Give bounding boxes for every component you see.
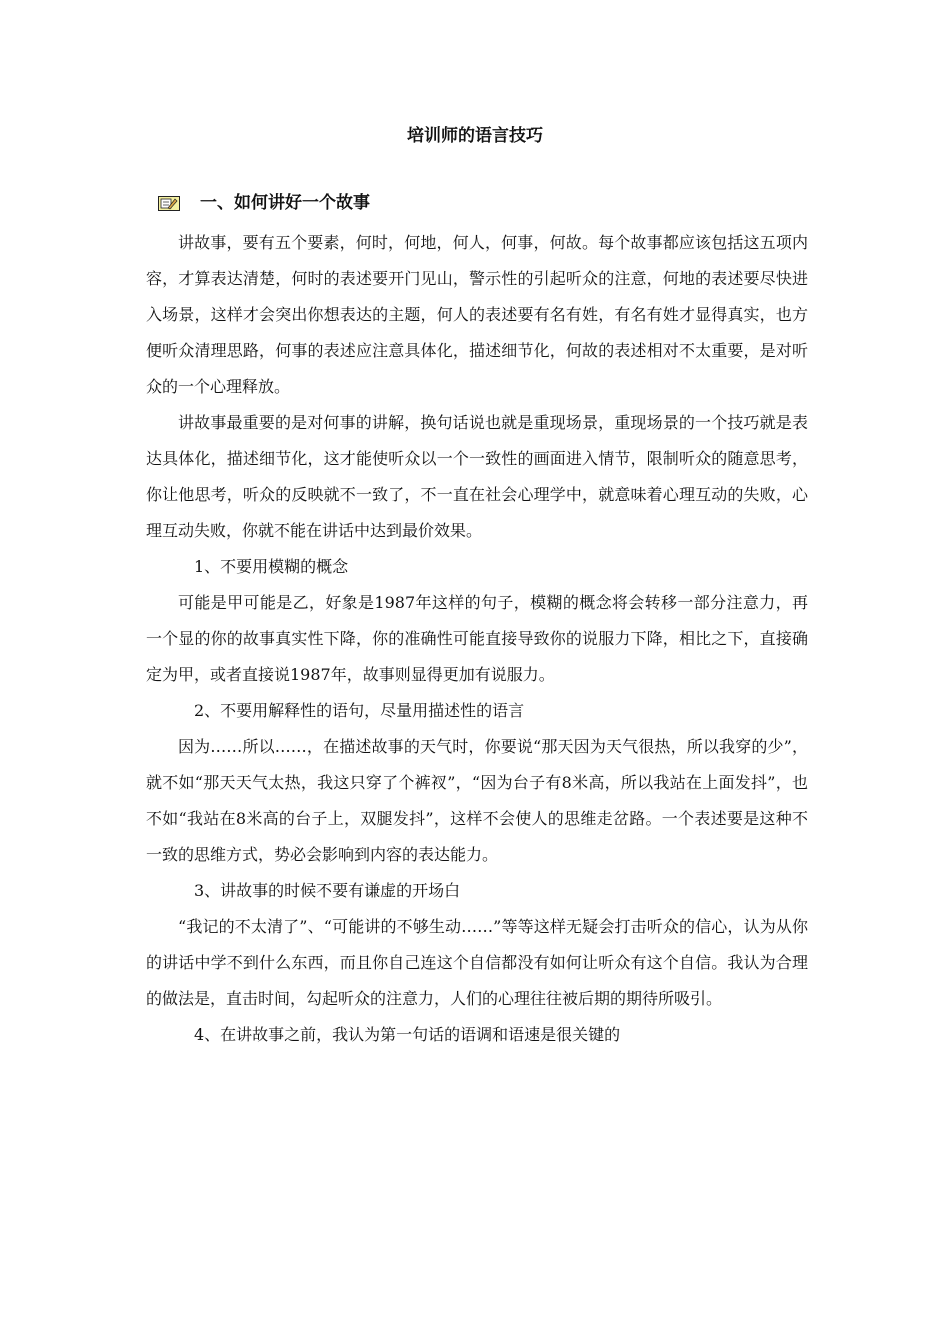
paragraph: 讲故事最重要的是对何事的讲解，换句话说也就是重现场景，重现场景的一个技巧就是表达具体化，描述细节化，这才能使听众以一个一致性的画面进入情节，限制听众的随意思考，你让他思考，听众的反映就不一致了，不一直在社会心理学中，就意味着心理互动的失败，心理互动失败，你就不能在讲话中达到最价效果。	[146, 413, 808, 540]
document-body	[146, 225, 808, 1053]
paragraph: 可能是甲可能是乙，好象是1987年这样的句子，模糊的概念将会转移一部分注意力，再一个显的你的故事真实性下降，你的准确性可能直接导致你的说服力下降，相比之下，直接确定为甲，或者直接说1987年，故事则显得更加有说服力。	[146, 593, 808, 684]
note-pencil-icon	[158, 196, 180, 211]
section-heading	[158, 190, 370, 216]
subheading: 4、在讲故事之前，我认为第一句话的语调和语速是很关键的	[194, 1025, 621, 1044]
paragraph: 因为……所以……，在描述故事的天气时，你要说“那天因为天气很热，所以我穿的少”，就不如“那天天气太热，我这只穿了个裤衩”，“因为台子有8米高，所以我站在上面发抖”，也不如“我站在8米高的台子上，双腿发抖”，这样不会使人的思维走岔路。一个表述要是这种不一致的思维方式，势必会影响到内容的表达能力。	[146, 737, 808, 864]
paragraph: “我记的不太清了”、“可能讲的不够生动……”等等这样无疑会打击听众的信心，认为从你的讲话中学不到什么东西，而且你自己连这个自信都没有如何让听众有这个自信。我认为合理的做法是，直击时间，勾起听众的注意力，人们的心理往往被后期的期待所吸引。	[146, 917, 808, 1008]
paragraph: 讲故事，要有五个要素，何时，何地，何人，何事，何故。每个故事都应该包括这五项内容，才算表达清楚，何时的表述要开门见山，警示性的引起听众的注意，何地的表述要尽快进入场景，这样才会突出你想表达的主题，何人的表述要有名有姓，有名有姓才显得真实，也方便听众清理思路，何事的表述应注意具体化，描述细节化，何故的表述相对不太重要，是对听众的一个心理释放。	[146, 233, 808, 396]
page-title: 培训师的语言技巧	[407, 126, 543, 146]
subheading: 3、讲故事的时候不要有谦虚的开场白	[194, 881, 461, 900]
section-heading-text: 一、如何讲好一个故事	[200, 193, 370, 213]
subheading: 1、不要用模糊的概念	[194, 557, 349, 576]
subheading: 2、不要用解释性的语句，尽量用描述性的语言	[194, 701, 525, 720]
